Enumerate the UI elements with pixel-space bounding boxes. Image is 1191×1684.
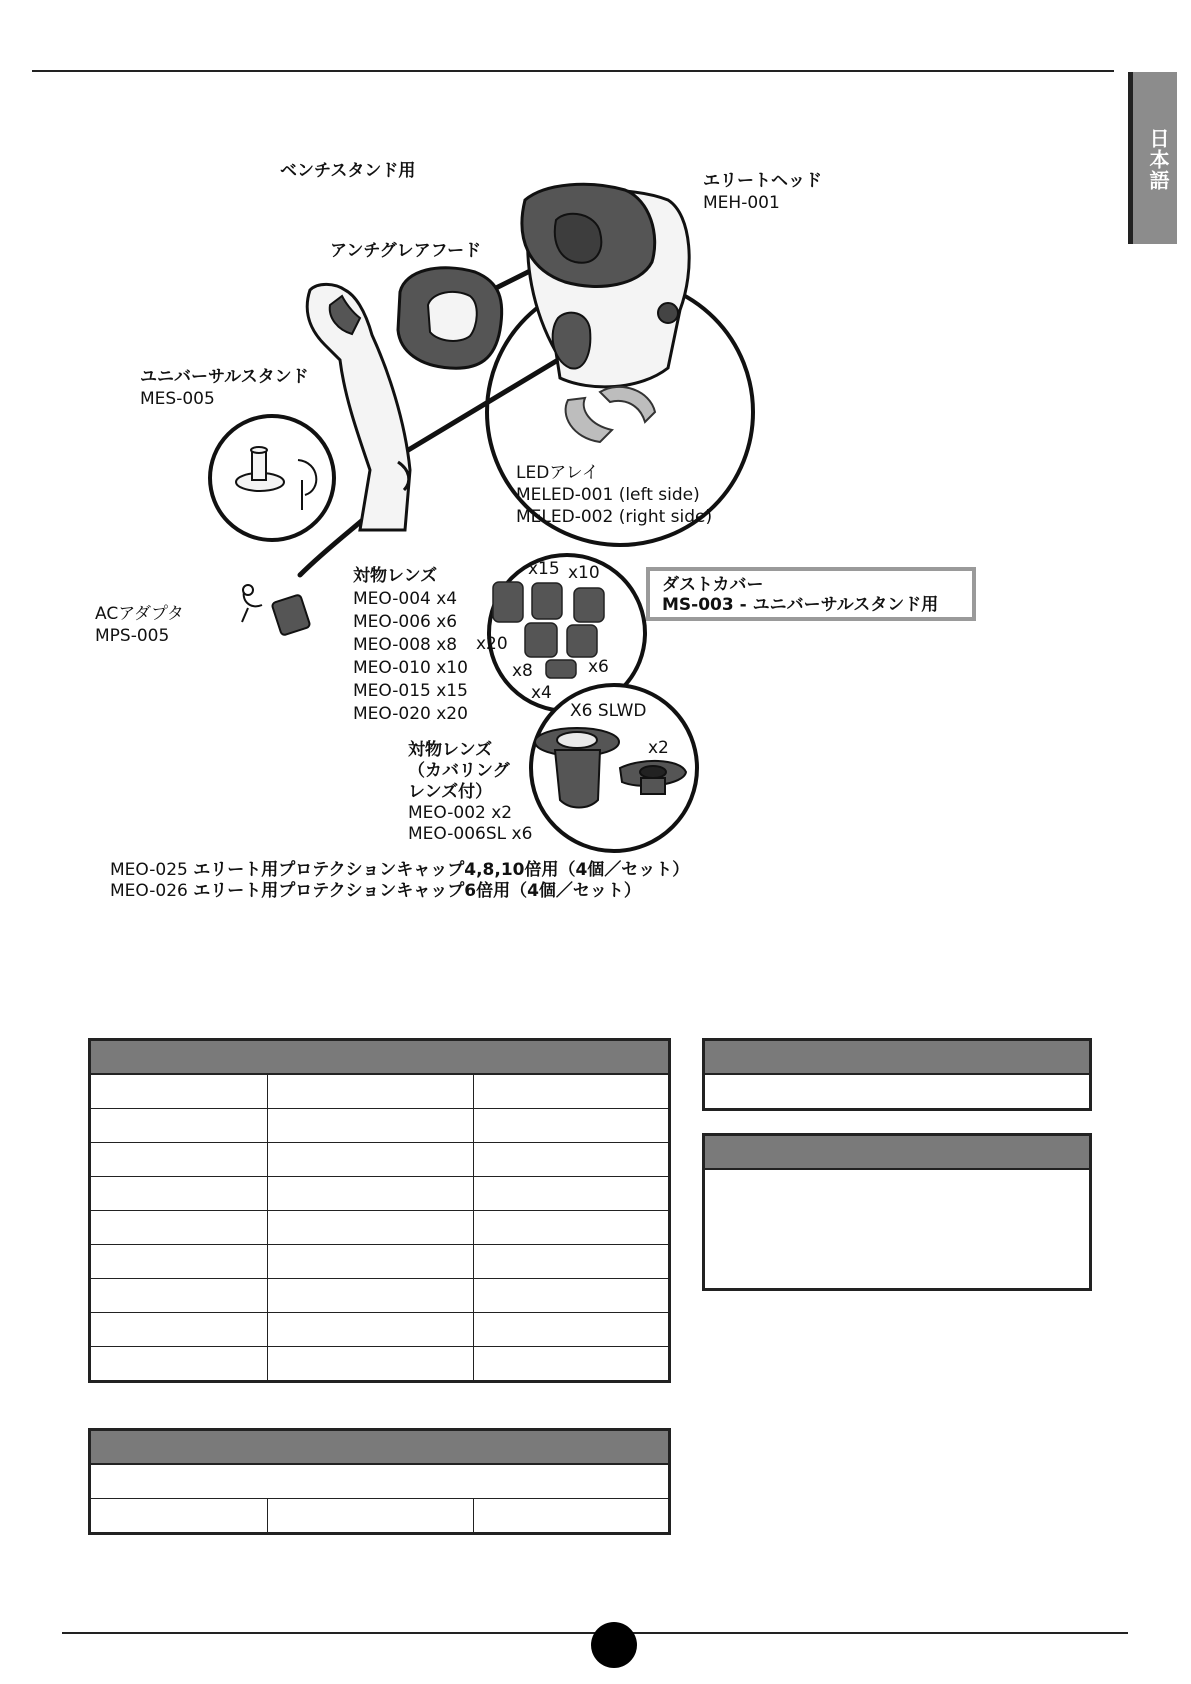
lens-multiplier-x8: x8 <box>512 661 533 681</box>
protection-cap-line <box>110 881 689 902</box>
table-cell <box>474 1211 670 1245</box>
lens-multiplier-x10: x10 <box>568 563 600 583</box>
table-row <box>704 1074 1091 1110</box>
table-cell <box>474 1143 670 1177</box>
objective-lens-code: MEO-006 x6 <box>353 612 458 632</box>
spec-table-right-bottom <box>702 1133 1092 1291</box>
spec-table-secondary <box>88 1428 671 1535</box>
dust-cover-code: MS-003 - ユニバーサルスタンド用 <box>662 595 939 615</box>
objective-lens-code: MEO-004 x4 <box>353 589 458 609</box>
universal-stand-label <box>140 366 309 410</box>
elite-head-code: MEH-001 <box>703 193 780 213</box>
protection-caps <box>110 860 689 902</box>
objective-lens-code: MEO-015 x15 <box>353 681 468 701</box>
led-array-illustration <box>566 387 655 442</box>
protection-cap-text: エリート用プロテクションキャップ6倍用（4個／セット） <box>193 881 641 901</box>
slwd-multiplier: x2 <box>648 738 669 758</box>
spec-table-main <box>88 1038 671 1383</box>
anti-glare-hood-illustration <box>398 268 502 368</box>
ac-adapter-illustration <box>242 585 311 636</box>
table-cell <box>704 1074 1091 1110</box>
led-array-label <box>516 462 712 528</box>
objective-lens-code: MEO-010 x10 <box>353 658 468 678</box>
table-row <box>90 1211 670 1245</box>
universal-stand-name: ユニバーサルスタンド <box>140 367 309 387</box>
elite-head-illustration <box>522 184 689 387</box>
table-cell <box>268 1347 474 1382</box>
table-row <box>90 1245 670 1279</box>
table-cell <box>268 1499 474 1534</box>
table-cell <box>90 1245 268 1279</box>
table-row <box>90 1279 670 1313</box>
table-cell <box>474 1245 670 1279</box>
table-cell <box>90 1313 268 1347</box>
table-row <box>90 1177 670 1211</box>
protection-cap-line <box>110 860 689 881</box>
table-cell <box>90 1177 268 1211</box>
table-cell <box>474 1177 670 1211</box>
objective-lens-label <box>353 565 468 726</box>
table-cell <box>90 1074 268 1109</box>
table-cell <box>268 1279 474 1313</box>
protection-cap-code: MEO-026 <box>110 881 188 901</box>
protection-cap-text: エリート用プロテクションキャップ4,8,10倍用（4個／セット） <box>193 860 690 880</box>
table-cell <box>268 1245 474 1279</box>
spec-table-right-bottom-header <box>704 1135 1091 1170</box>
ac-adapter-label <box>95 603 184 647</box>
table-cell <box>474 1499 670 1534</box>
table-cell <box>90 1279 268 1313</box>
table-row <box>90 1074 670 1109</box>
dust-cover-name: ダストカバー <box>662 575 764 595</box>
anti-glare-hood-text: アンチグレアフード <box>330 241 482 261</box>
table-row <box>704 1169 1091 1290</box>
table-cell <box>90 1499 268 1534</box>
table-cell <box>268 1177 474 1211</box>
table-cell <box>268 1313 474 1347</box>
table-row <box>90 1347 670 1382</box>
led-array-code-left: MELED-001 (left side) <box>516 485 700 505</box>
covered-lens-name-line: レンズ付） <box>408 782 493 802</box>
lens-multiplier-x20: x20 <box>476 634 508 654</box>
language-tab-label: 日本語 <box>1146 128 1170 191</box>
lens-multiplier-x4: x4 <box>531 683 552 703</box>
spec-table-right-top-header <box>704 1040 1091 1075</box>
covered-lens-label <box>408 740 532 845</box>
bench-stand-text: ベンチスタンド用 <box>280 161 416 181</box>
table-cell <box>268 1109 474 1143</box>
elite-head-name: エリートヘッド <box>703 171 822 191</box>
table-cell <box>268 1211 474 1245</box>
elite-head-label <box>703 170 822 214</box>
table-row <box>90 1109 670 1143</box>
table-cell <box>90 1143 268 1177</box>
table-cell <box>90 1347 268 1382</box>
table-row <box>90 1143 670 1177</box>
table-cell <box>90 1464 670 1499</box>
table-cell <box>90 1109 268 1143</box>
spec-table-right-top <box>702 1038 1092 1111</box>
covered-lens-name-line: 対物レンズ <box>408 740 493 760</box>
objective-lens-code: MEO-008 x8 <box>353 635 458 655</box>
universal-stand-code: MES-005 <box>140 389 215 409</box>
table-cell <box>474 1109 670 1143</box>
page-number-dot <box>591 1622 637 1668</box>
table-cell <box>268 1074 474 1109</box>
table-cell <box>474 1313 670 1347</box>
bench-stand-label <box>280 160 415 182</box>
table-cell <box>704 1169 1091 1290</box>
slwd-title: X6 SLWD <box>570 701 647 721</box>
table-cell <box>90 1211 268 1245</box>
covered-lens-code: MEO-002 x2 <box>408 803 513 823</box>
table-cell <box>268 1143 474 1177</box>
ac-adapter-code: MPS-005 <box>95 626 170 646</box>
anti-glare-hood-label <box>330 240 481 262</box>
table-row <box>90 1464 670 1499</box>
table-cell <box>474 1347 670 1382</box>
spec-table-main-header <box>90 1040 670 1075</box>
led-array-name: LEDアレイ <box>516 463 599 483</box>
spec-table-secondary-header <box>90 1430 670 1465</box>
table-row <box>90 1499 670 1534</box>
ac-adapter-name: ACアダプタ <box>95 604 184 624</box>
lens-multiplier-x15: x15 <box>528 559 560 579</box>
covered-lens-code: MEO-006SL x6 <box>408 824 533 844</box>
table-cell <box>474 1074 670 1109</box>
stand-link-line <box>405 360 558 452</box>
covered-lens-name-line: （カバリング <box>408 761 510 781</box>
protection-cap-code: MEO-025 <box>110 860 188 880</box>
led-array-code-right: MELED-002 (right side) <box>516 507 713 527</box>
lens-multiplier-x6: x6 <box>588 657 609 677</box>
dust-cover-box <box>646 567 976 621</box>
table-cell <box>474 1279 670 1313</box>
objective-lens-name: 対物レンズ <box>353 566 438 586</box>
objective-lens-code: MEO-020 x20 <box>353 704 468 724</box>
table-row <box>90 1313 670 1347</box>
